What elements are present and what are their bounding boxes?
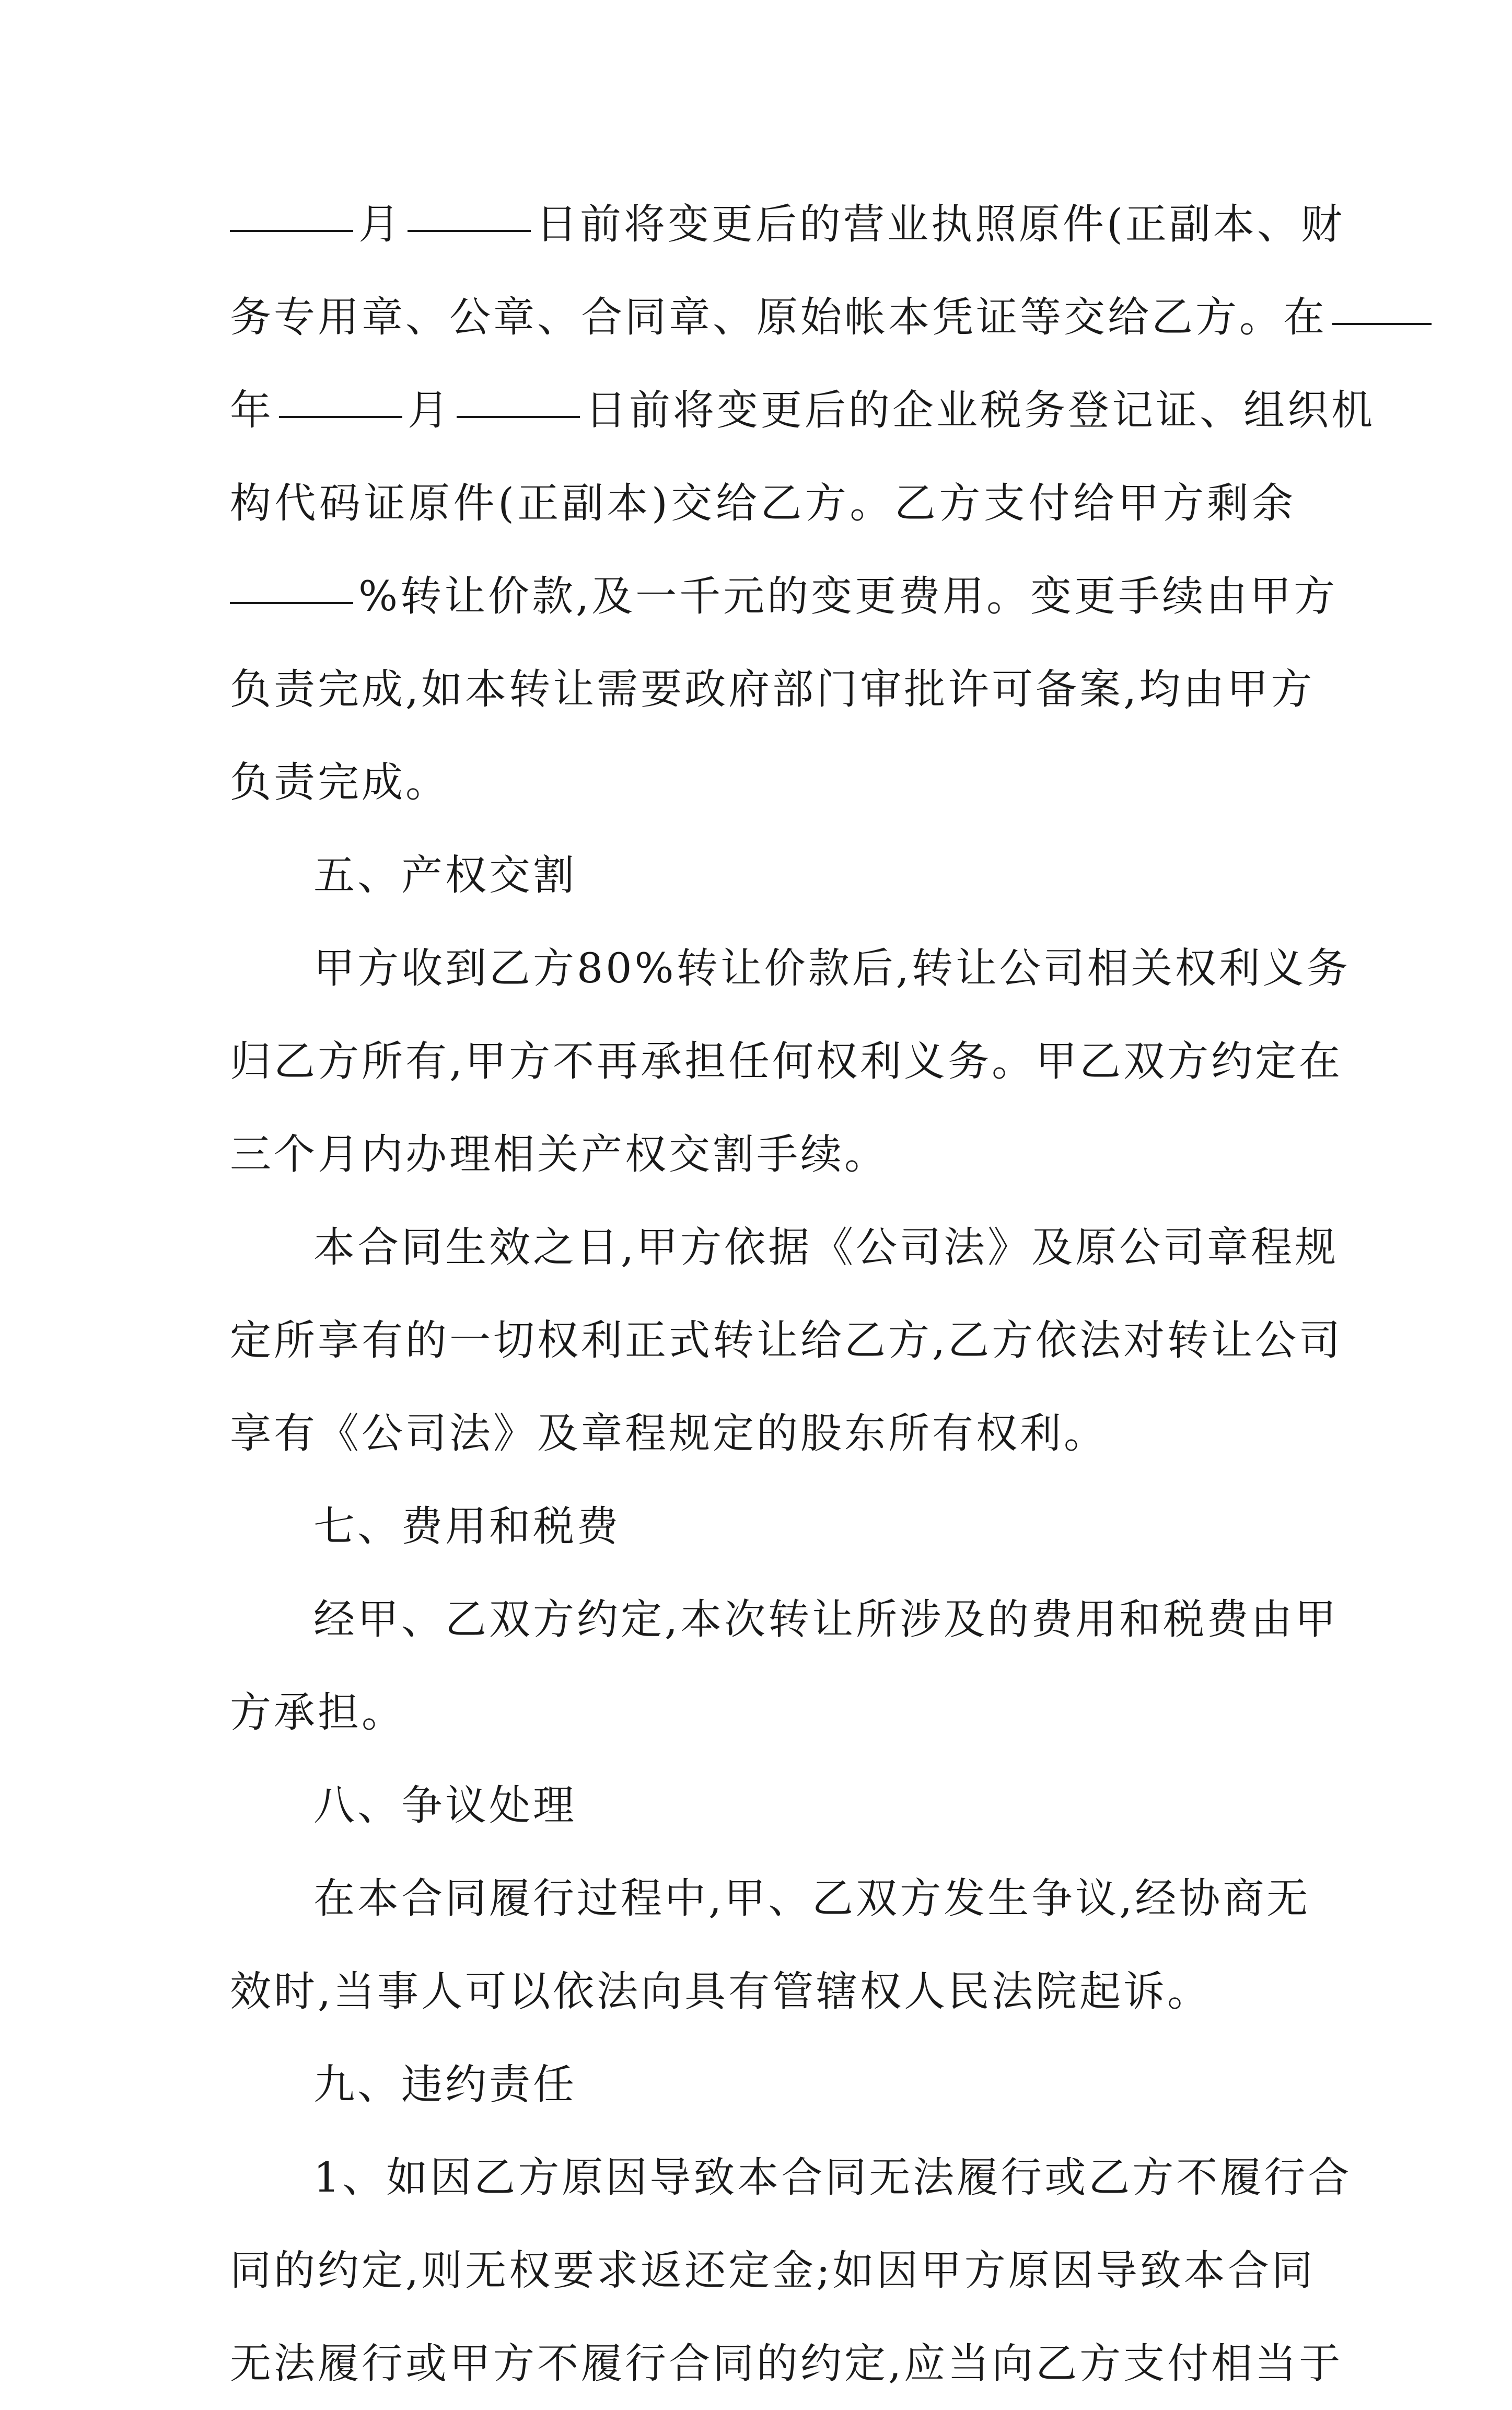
paragraph-line: 方承担。 bbox=[230, 1688, 405, 1736]
paragraph-line: 同的约定,则无权要求返还定金;如因甲方原因导致本合同 bbox=[230, 2246, 1316, 2295]
fill-in-blank bbox=[230, 229, 353, 232]
fill-in-blank bbox=[457, 415, 580, 418]
paragraph-line: 负责完成。 bbox=[230, 758, 449, 806]
paragraph-line: 无法履行或甲方不履行合同的约定,应当向乙方支付相当于 bbox=[230, 2339, 1343, 2388]
paragraph-line: 1、如因乙方原因导致本合同无法履行或乙方不履行合 bbox=[313, 2153, 1352, 2202]
fill-in-blank bbox=[408, 229, 531, 232]
paragraph-line: 月 日前将变更后的营业执照原件(正副本、财 bbox=[230, 178, 1296, 271]
contract-body bbox=[230, 178, 1375, 2410]
paragraph-line: 归乙方所有,甲方不再承担任何权利义务。甲乙双方约定在 bbox=[230, 1037, 1343, 1085]
paragraph-line: 负责完成,如本转让需要政府部门审批许可备案,均由甲方 bbox=[230, 665, 1315, 713]
paragraph-line: 务专用章、公章、合同章、原始帐本凭证等交给乙方。在 bbox=[230, 271, 1296, 364]
section-heading-9: 九、违约责任 bbox=[313, 2060, 577, 2108]
paragraph-line: 在本合同履行过程中,甲、乙双方发生争议,经协商无 bbox=[313, 1874, 1311, 1922]
fill-in-blank bbox=[1332, 322, 1432, 325]
paragraph-line: 构代码证原件(正副本)交给乙方。乙方支付给甲方剩余 bbox=[230, 479, 1296, 527]
paragraph-line: %转让价款,及一千元的变更费用。变更手续由甲方 bbox=[230, 550, 1296, 643]
paragraph-line: 三个月内办理相关产权交割手续。 bbox=[230, 1130, 888, 1178]
paragraph-line: 经甲、乙双方约定,本次转让所涉及的费用和税费由甲 bbox=[313, 1595, 1339, 1643]
paragraph-line: 效时,当事人可以依法向具有管辖权人民法院起诉。 bbox=[230, 1967, 1212, 2015]
paragraph-line: 年 月 日前将变更后的企业税务登记证、组织机 bbox=[230, 386, 1375, 434]
paragraph-line: 甲方收到乙方80%转让价款后,转让公司相关权利义务 bbox=[313, 944, 1351, 992]
fill-in-blank bbox=[230, 601, 353, 604]
paragraph-line: 享有《公司法》及章程规定的股东所有权利。 bbox=[230, 1409, 1108, 1457]
section-heading-8: 八、争议处理 bbox=[313, 1781, 577, 1829]
paragraph-line: 本合同生效之日,甲方依据《公司法》及原公司章程规 bbox=[313, 1223, 1339, 1271]
section-heading-5: 五、产权交割 bbox=[313, 851, 577, 899]
paragraph-line: 定所享有的一切权利正式转让给乙方,乙方依法对转让公司 bbox=[230, 1316, 1343, 1364]
fill-in-blank bbox=[279, 415, 402, 418]
section-heading-7: 七、费用和税费 bbox=[313, 1502, 621, 1550]
